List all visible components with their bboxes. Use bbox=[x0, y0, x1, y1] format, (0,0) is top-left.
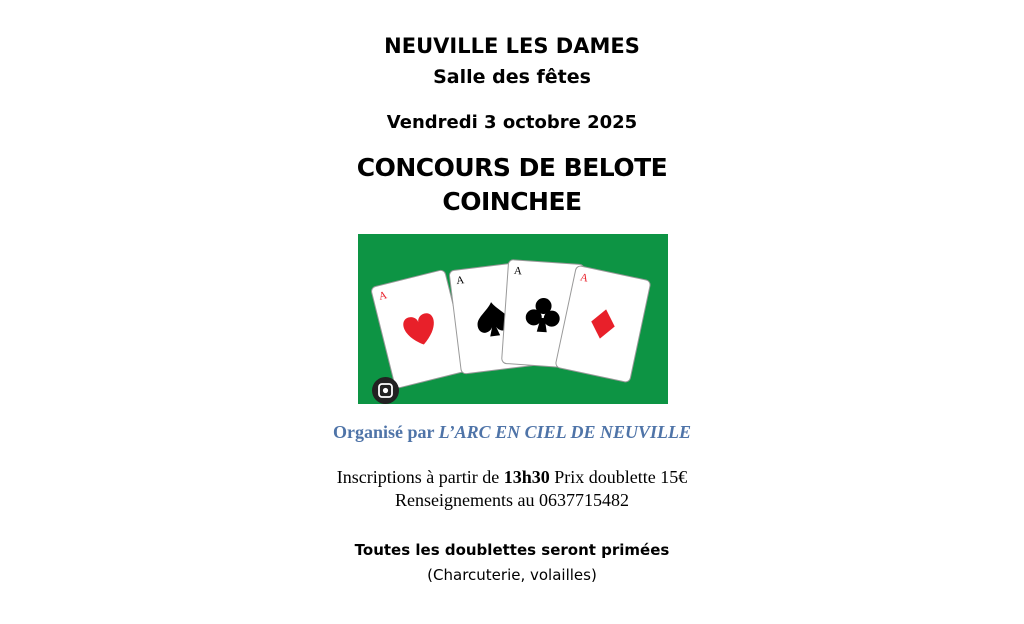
event-venue: Salle des fêtes bbox=[433, 66, 591, 88]
prizes-text: Toutes les doublettes seront primées bbox=[354, 541, 670, 559]
playing-cards-image bbox=[358, 234, 668, 404]
organizer-name: L’ARC EN CIEL DE NEUVILLE bbox=[438, 422, 692, 442]
event-title-line2: COINCHEE bbox=[442, 187, 582, 216]
event-date: Vendredi 3 octobre 2025 bbox=[386, 112, 638, 133]
lens-icon[interactable] bbox=[372, 377, 399, 404]
registration-time: 13h30 bbox=[503, 467, 550, 487]
prizes-detail: (Charcuterie, volailles) bbox=[427, 566, 597, 584]
event-title-line1: CONCOURS DE BELOTE bbox=[356, 153, 668, 182]
card-rank-label: A bbox=[377, 289, 389, 303]
card-rank-label: A bbox=[578, 271, 590, 285]
registration-price: Prix doublette 15€ bbox=[554, 467, 688, 487]
card-rank-label: A bbox=[513, 264, 523, 278]
organizer-prefix: Organisé par bbox=[332, 422, 435, 442]
organizer-line bbox=[0, 422, 1024, 443]
cards-illustration bbox=[358, 234, 668, 404]
registration-prefix: Inscriptions à partir de bbox=[336, 467, 500, 487]
phone-line: Renseignements au 0637715482 bbox=[395, 490, 629, 510]
card-rank-label: A bbox=[455, 274, 465, 288]
registration-line bbox=[0, 467, 1024, 488]
event-city: NEUVILLE LES DAMES bbox=[384, 34, 640, 58]
